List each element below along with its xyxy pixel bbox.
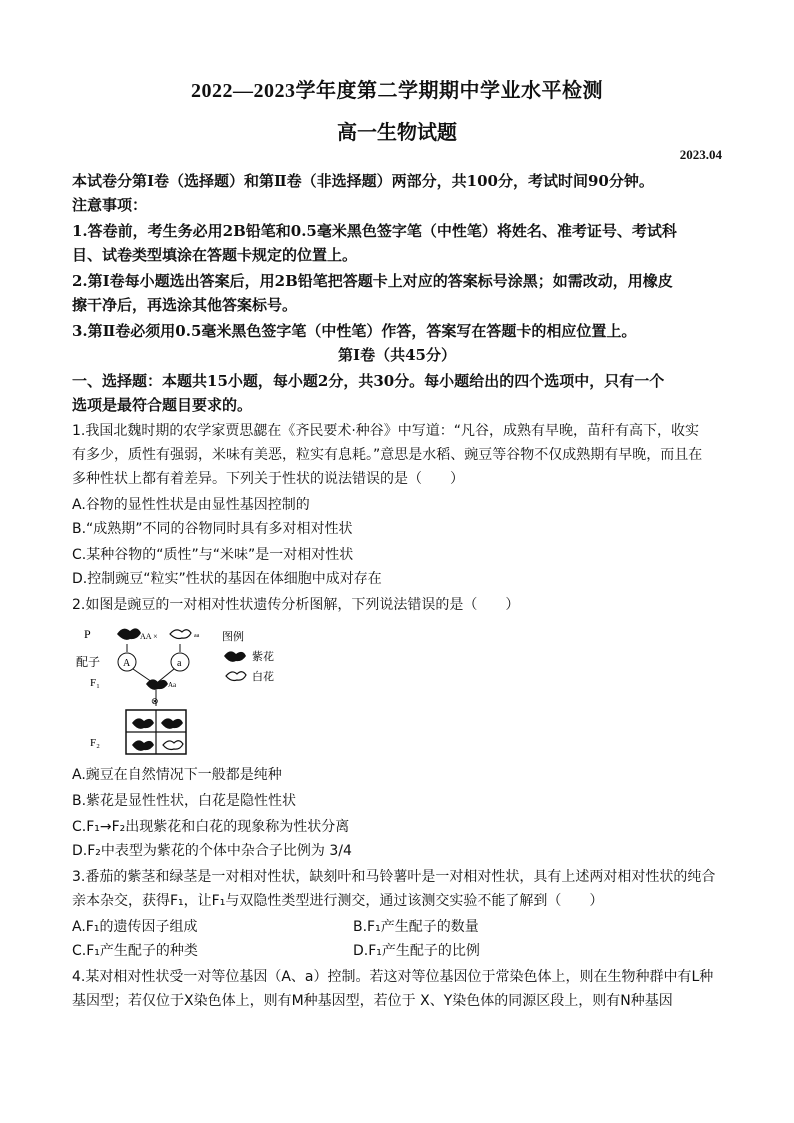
notice-title: 注意事项：: [72, 196, 148, 214]
f2-label: F₂: [90, 737, 100, 749]
gamete-A-label: A: [123, 658, 131, 669]
q1-option-c: C.某种谷物的“质性”与“米味”是一对相对性状: [72, 547, 354, 563]
q2-option-b: B.紫花是显性性状，白花是隐性性状: [72, 793, 297, 809]
f1-label: F₁: [90, 677, 100, 689]
q1-stem-line2: 有多少，质性有强弱，米味有美恶，粒实有息耗。”意思是水稻、豌豆等谷物不仅成熟期有早晚，而且在: [72, 447, 703, 463]
exam-title: 2022—2023学年度第二学期期中学业水平检测: [191, 80, 603, 102]
f1-purple-flower-icon: [146, 679, 168, 689]
q3-option-d: D.F₁产生配子的比例: [353, 943, 480, 959]
part1-instructions-b: 选项是最符合题目要求的。: [72, 396, 253, 414]
part1-instructions-a: 一、选择题：本题共15小题，每小题2分，共30分。每小题给出的四个选项中，只有一个: [72, 372, 665, 390]
purple-flower-icon: [117, 628, 141, 639]
q3-option-a: A.F₁的遗传因子组成: [72, 919, 198, 935]
exam-subtitle: 高一生物试题: [337, 122, 457, 144]
p-genotype-1: AA ×: [140, 632, 158, 641]
q2-option-a: A.豌豆在自然情况下一般都是纯种: [72, 767, 282, 783]
gamete-label: 配子: [76, 655, 101, 669]
legend-white-flower-icon: [226, 672, 246, 681]
legend-white: 白花: [252, 671, 274, 683]
q1-option-d: D.控制豌豆“粒实”性状的基因在体细胞中成对存在: [72, 571, 382, 587]
white-flower-icon: [170, 630, 191, 639]
q1-option-b: B.“成熟期”不同的谷物同时具有多对相对性状: [72, 521, 353, 537]
q3-stem-line1: 3.番茄的紫茎和绿茎是一对相对性状，缺刻叶和马铃薯叶是一对相对性状，具有上述两对相对性状的纯合: [72, 869, 716, 885]
notice-1b: 目、试卷类型填涂在答题卡规定的位置上。: [72, 246, 358, 264]
q4-stem-line1: 4.某对相对性状受一对等位基因（A、a）控制。若这对等位基因位于常染色体上，则在生物种群中有L种: [72, 969, 714, 985]
intro-line: 本试卷分第Ⅰ卷（选择题）和第Ⅱ卷（非选择题）两部分，共100分，考试时间90分钟。: [72, 172, 654, 190]
q3-option-b: B.F₁产生配子的数量: [353, 919, 479, 935]
self-cross-symbol: ⊗: [151, 696, 159, 706]
notice-2a: 2.第Ⅰ卷每小题选出答案后，用2B铅笔把答题卡上对应的答案标号涂黑；如需改动，用橡皮: [72, 272, 673, 290]
q3-option-c: C.F₁产生配子的种类: [72, 943, 198, 959]
legend-title: 图例: [222, 631, 244, 643]
p-label: P: [84, 627, 91, 641]
q4-stem-line2: 基因型；若仅位于X染色体上，则有M种基因型，若位于 X、Y染色体的同源区段上，则有N种基因: [72, 993, 673, 1009]
q2-stem: 2.如图是豌豆的一对相对性状遗传分析图解，下列说法错误的是（ ）: [72, 597, 520, 613]
exam-date: 2023.04: [679, 147, 722, 162]
gamete-a-label: a: [177, 658, 182, 669]
legend-purple-flower-icon: [224, 651, 246, 661]
q3-stem-line2: 亲本杂交，获得F₁，让F₁与双隐性类型进行测交，通过该测交实验不能了解到（ ）: [72, 893, 604, 909]
f1-genotype: Aa: [168, 681, 177, 689]
p-genotype-2: aa: [194, 633, 200, 639]
q2-option-c: C.F₁→F₂出现紫花和白花的现象称为性状分离: [72, 819, 350, 835]
notice-1a: 1.答卷前，考生务必用2B铅笔和0.5毫米黑色签字笔（中性笔）将姓名、准考证号、考试科: [72, 222, 677, 240]
q2-option-d: D.F₂中表型为紫花的个体中杂合子比例为 3/4: [72, 843, 352, 859]
legend-purple: 紫花: [252, 651, 274, 663]
section-heading: 第Ⅰ卷（共45分）: [338, 346, 456, 364]
notice-3: 3.第Ⅱ卷必须用0.5毫米黑色签字笔（中性笔）作答，答案写在答题卡的相应位置上。: [72, 322, 637, 340]
inheritance-diagram: [72, 622, 312, 762]
q1-stem-line3: 多种性状上都有着差异。下列关于性状的说法错误的是（ ）: [72, 471, 464, 487]
q1-option-a: A.谷物的显性性状是由显性基因控制的: [72, 497, 310, 513]
q1-stem-line1: 1.我国北魏时期的农学家贾思勰在《齐民要术·种谷》中写道：“凡谷，成熟有早晚，苗秆有高下，收实: [72, 423, 700, 439]
notice-2b: 擦干净后，再选涂其他答案标号。: [72, 296, 298, 314]
